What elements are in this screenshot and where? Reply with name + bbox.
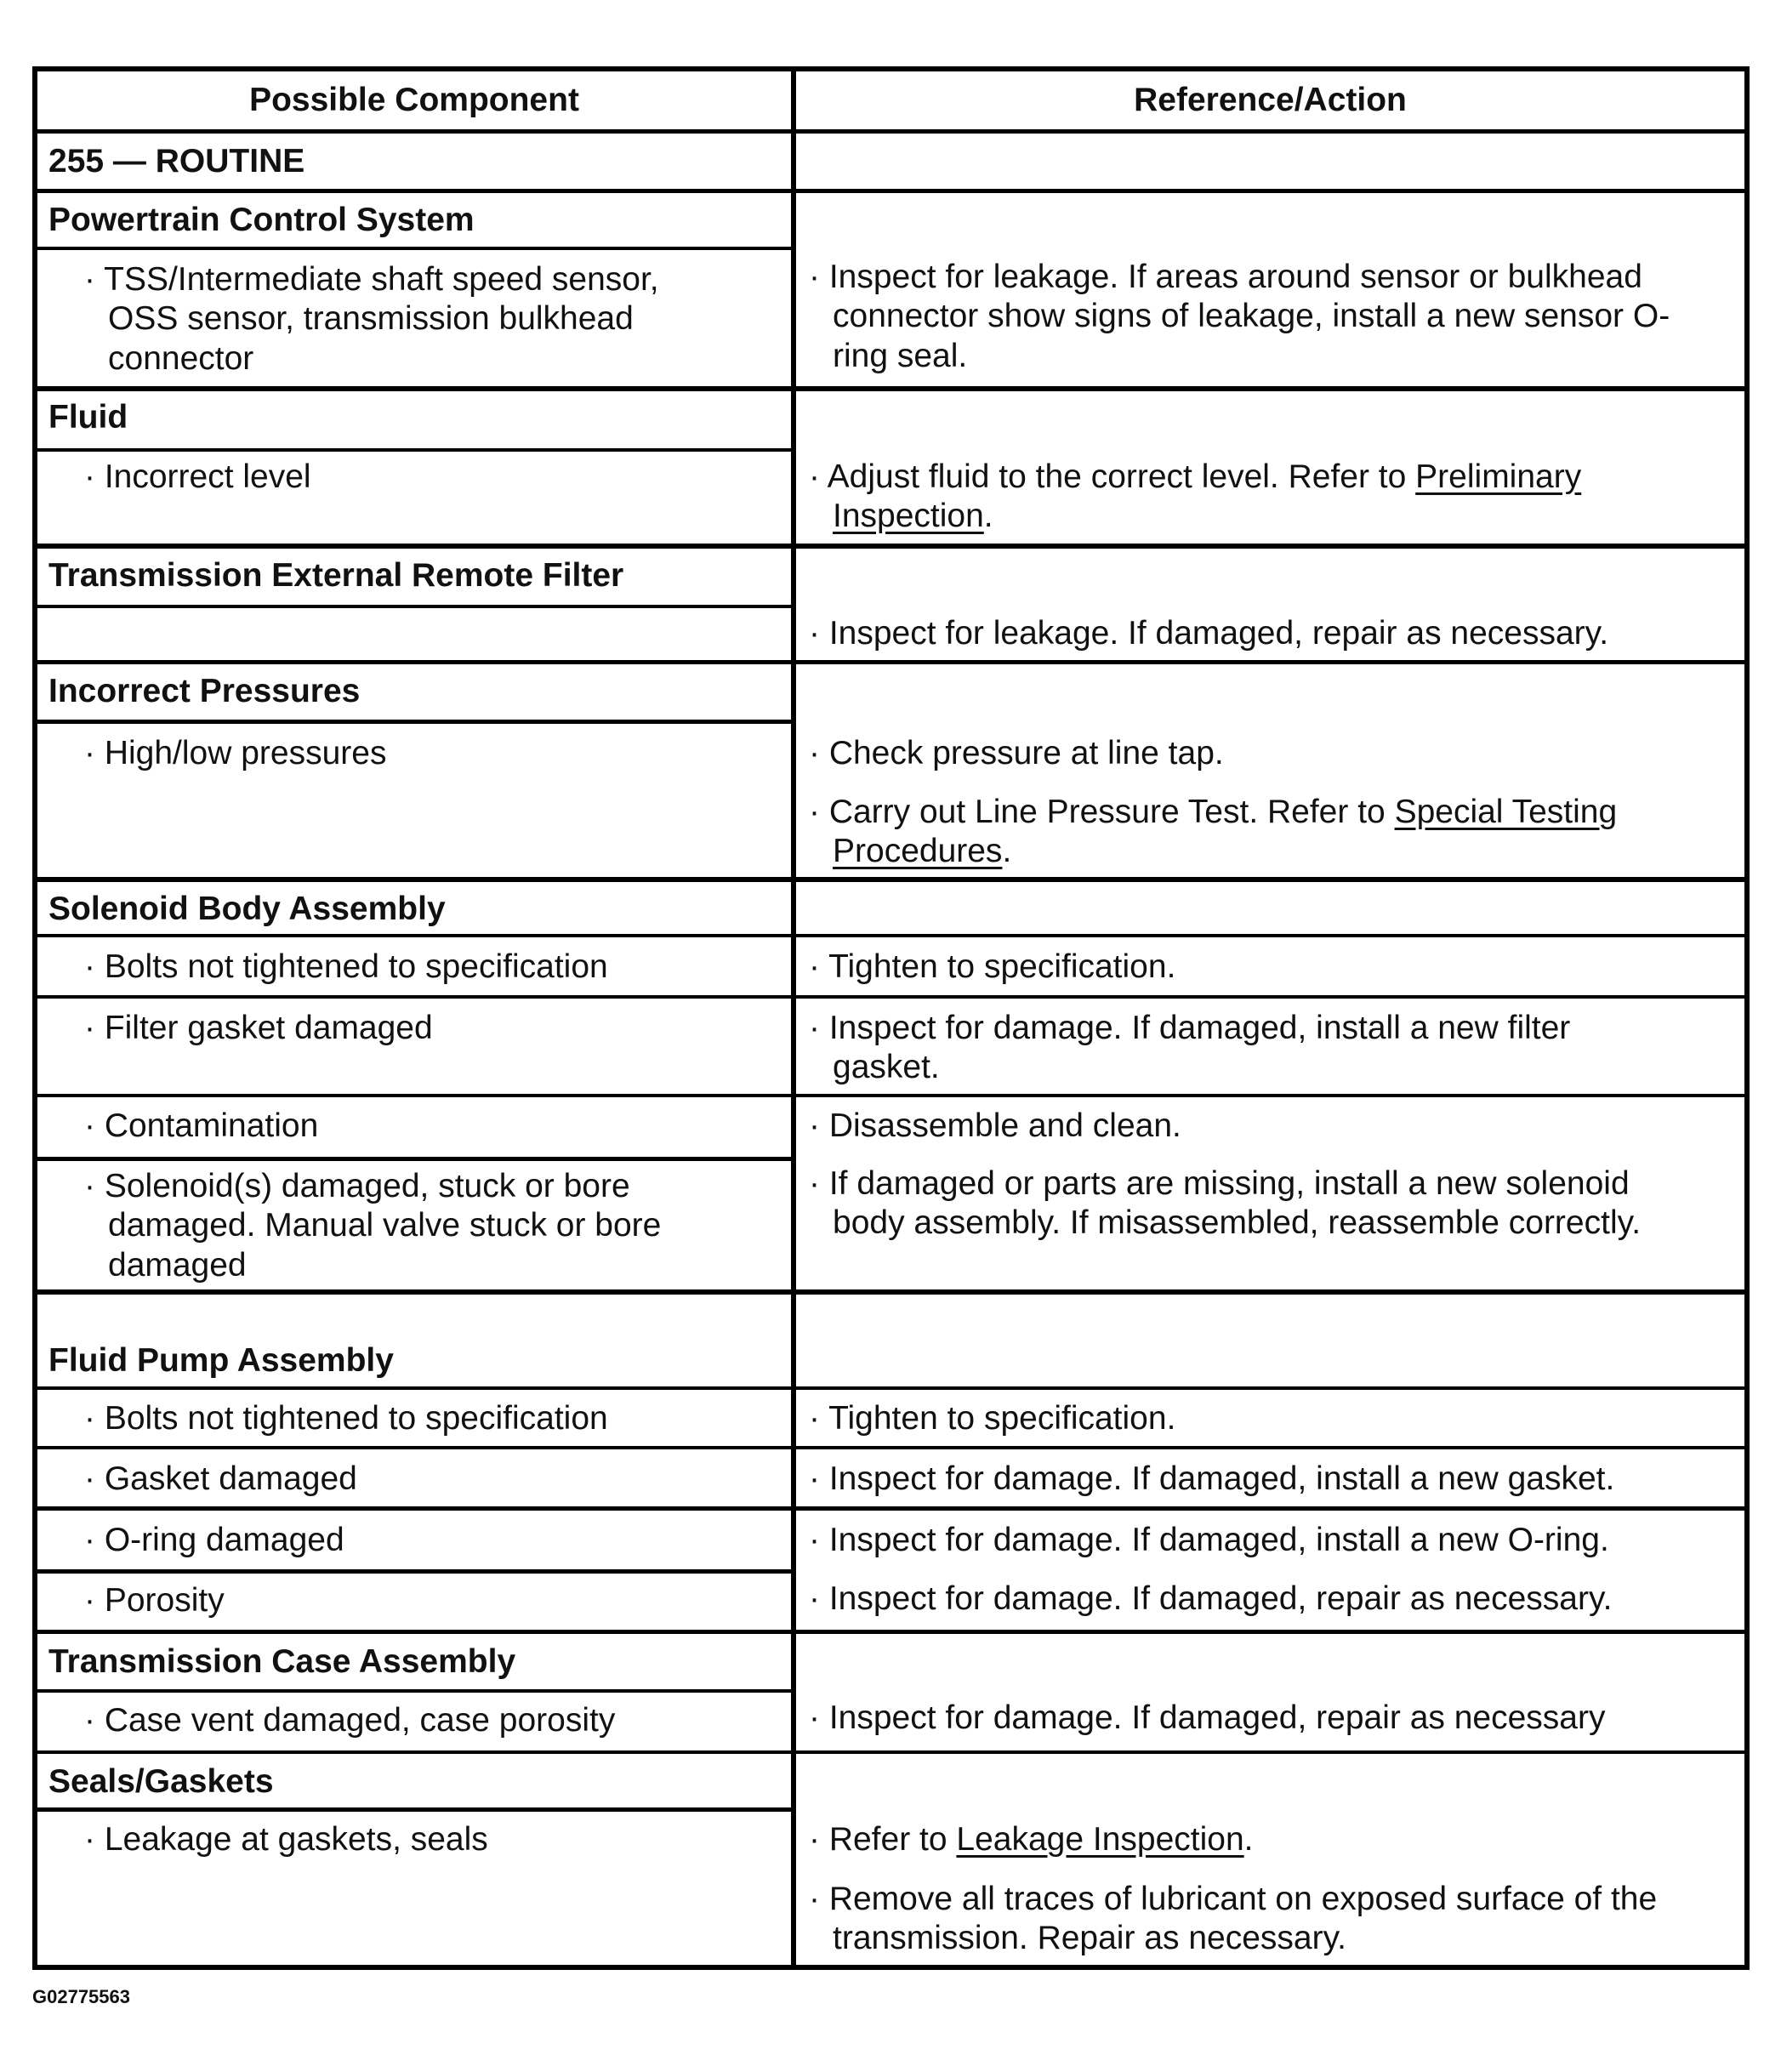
component-text: · Incorrect level <box>84 458 311 495</box>
action-text: · Inspect for damage. If damaged, install a new O-ring. <box>809 1522 1609 1558</box>
diagnosis-table <box>32 66 1750 1970</box>
action-text: · Inspect for damage. If damaged, install a new filter <box>809 1010 1571 1046</box>
action-text: · Adjust fluid to the correct level. Refer to Preliminary <box>809 458 1582 495</box>
column-header-component: Possible Component <box>249 82 579 118</box>
component-text: · Bolts not tightened to specification <box>84 1400 608 1437</box>
action-text: ring seal. <box>833 338 968 374</box>
component-text: · Case vent damaged, case porosity <box>84 1702 616 1739</box>
component-text: · TSS/Intermediate shaft speed sensor, <box>84 261 659 298</box>
routine-title: 255 — ROUTINE <box>48 143 305 179</box>
component-text: damaged. Manual valve stuck or bore <box>108 1207 662 1244</box>
special-testing-procedures-link[interactable]: Special Testing <box>1394 794 1618 830</box>
row-line <box>37 1506 1744 1511</box>
action-text: · Remove all traces of lubricant on exposed surface of the <box>809 1881 1658 1917</box>
action-text: · Inspect for leakage. If damaged, repair as necessary. <box>809 615 1609 652</box>
leakage-inspection-link[interactable]: Leakage Inspection <box>956 1821 1244 1858</box>
component-text: · High/low pressures <box>84 735 387 771</box>
row-line <box>37 934 1744 937</box>
component-text: damaged <box>108 1247 247 1284</box>
component-text: · Leakage at gaskets, seals <box>84 1821 488 1858</box>
component-text: connector <box>108 340 254 377</box>
row-line <box>37 605 791 608</box>
action-text: · If damaged or parts are missing, install a new solenoid <box>809 1165 1630 1202</box>
action-text: · Tighten to specification. <box>809 948 1176 985</box>
row-line <box>37 1630 1744 1634</box>
action-text: · Inspect for leakage. If areas around sensor or bulkhead <box>809 259 1642 295</box>
action-text: · Tighten to specification. <box>809 1400 1176 1437</box>
component-text: · Bolts not tightened to specification <box>84 948 608 985</box>
section-title: Seals/Gaskets <box>48 1763 274 1800</box>
row-line <box>37 720 791 724</box>
preliminary-inspection-link[interactable]: Preliminary <box>1415 458 1582 495</box>
component-text: · Gasket damaged <box>84 1460 357 1497</box>
component-text: · Contamination <box>84 1107 319 1144</box>
action-text: Procedures. <box>833 833 1012 869</box>
row-line <box>37 1750 1744 1754</box>
figure-id: G02775563 <box>32 1986 130 2007</box>
action-text: · Carry out Line Pressure Test. Refer to Special Testing <box>809 794 1618 830</box>
row-line <box>37 129 1744 134</box>
section-title: Fluid Pump Assembly <box>48 1342 394 1379</box>
row-line <box>37 1446 1744 1449</box>
row-line <box>37 544 1744 549</box>
row-line <box>37 247 791 250</box>
row-line <box>37 1157 791 1161</box>
component-text: · Filter gasket damaged <box>84 1010 433 1046</box>
action-text: · Refer to Leakage Inspection. <box>809 1821 1254 1858</box>
component-text: · Solenoid(s) damaged, stuck or bore <box>84 1168 630 1204</box>
action-text: Inspection. <box>833 498 993 534</box>
action-text: body assembly. If misassembled, reassemble correctly. <box>833 1204 1642 1241</box>
action-text: · Check pressure at line tap. <box>809 735 1224 771</box>
section-title: Solenoid Body Assembly <box>48 891 446 927</box>
action-text: · Disassemble and clean. <box>809 1107 1181 1144</box>
section-title: Powertrain Control System <box>48 202 475 238</box>
action-text: · Inspect for damage. If damaged, repair as necessary <box>809 1699 1606 1736</box>
row-line <box>37 1386 1744 1390</box>
section-title: Fluid <box>48 399 128 435</box>
row-line <box>37 1689 791 1693</box>
column-divider <box>791 71 796 1965</box>
section-title: Transmission External Remote Filter <box>48 557 624 594</box>
row-line <box>37 995 1744 999</box>
preliminary-inspection-link[interactable]: Inspection <box>833 498 984 534</box>
row-line <box>37 189 1744 193</box>
section-title: Transmission Case Assembly <box>48 1643 516 1680</box>
component-text: · O-ring damaged <box>84 1522 344 1558</box>
action-text: · Inspect for damage. If damaged, repair as necessary. <box>809 1580 1613 1617</box>
action-text: transmission. Repair as necessary. <box>833 1920 1347 1956</box>
row-line <box>37 660 1744 664</box>
column-header-action: Reference/Action <box>1134 82 1407 118</box>
component-text: OSS sensor, transmission bulkhead <box>108 300 634 337</box>
row-line <box>37 1094 1744 1097</box>
row-line <box>37 1807 791 1812</box>
row-line <box>37 448 791 452</box>
action-text: connector show signs of leakage, install a new sensor O- <box>833 298 1670 334</box>
section-title: Incorrect Pressures <box>48 673 361 709</box>
row-line <box>37 1289 1744 1295</box>
row-line <box>37 386 1744 391</box>
action-text: gasket. <box>833 1049 940 1085</box>
action-text: · Inspect for damage. If damaged, install a new gasket. <box>809 1460 1615 1497</box>
row-line <box>37 1569 791 1574</box>
special-testing-procedures-link[interactable]: Procedures <box>833 833 1003 869</box>
component-text: · Porosity <box>84 1582 225 1619</box>
row-line <box>37 877 1744 882</box>
